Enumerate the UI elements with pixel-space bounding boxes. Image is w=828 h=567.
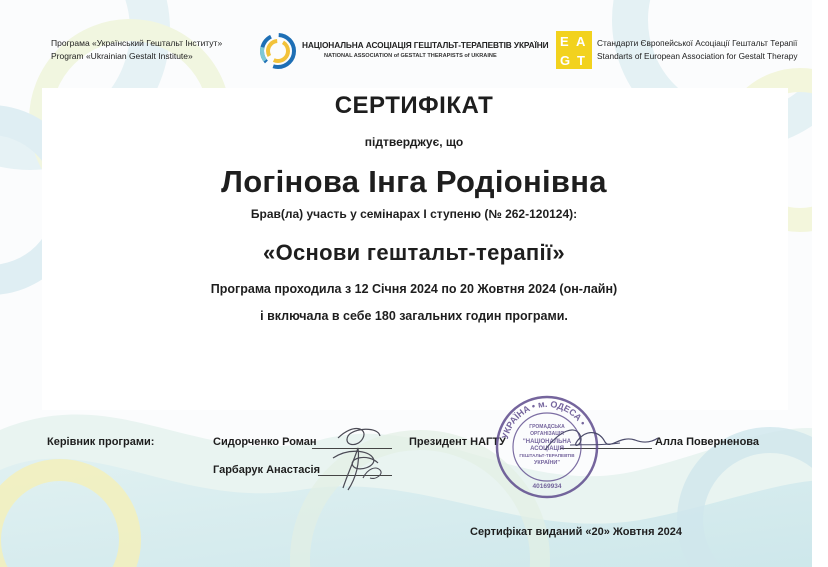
program-name-ua: Програма «Український Гештальт Інститут» xyxy=(51,38,223,48)
eagt-logo-icon xyxy=(556,31,592,69)
head-name-1: Сидорченко Роман xyxy=(213,436,317,448)
association-logo-icon xyxy=(258,31,298,71)
eagt-letter-e: E xyxy=(560,34,569,49)
course-title: «Основи гештальт-терапії» xyxy=(263,240,565,265)
president-signature xyxy=(540,420,660,460)
stamp-line-1: ГРОМАДСЬКА xyxy=(529,424,565,430)
program-hours: і включала в себе 180 загальних годин програми. xyxy=(260,309,568,323)
eagt-letter-a: A xyxy=(576,34,586,49)
certificate-title: СЕРТИФІКАТ xyxy=(334,92,494,119)
eagt-name-en: Standarts of European Association for Gestalt Therapy xyxy=(597,51,798,61)
heads-signature xyxy=(318,418,408,496)
stamp-line-4: АСОЦІАЦІЯ xyxy=(530,446,564,452)
eagt-letter-t: T xyxy=(577,53,585,68)
stamp-line-5: ГЕШТАЛЬТ-ТЕРАПЕВТІВ xyxy=(519,453,575,458)
participation-text: Брав(ла) участь у семінарах I ступеню (№ 262-120124): xyxy=(250,207,578,221)
eagt-header xyxy=(556,31,796,71)
stamp-line-3: "НАЦІОНАЛЬНА xyxy=(522,439,572,445)
president-label: Президент НАГТУ xyxy=(409,436,506,448)
confirms-text: підтверджує, що xyxy=(364,135,464,149)
program-name-en: Program «Ukrainian Gestalt Institute» xyxy=(51,51,193,61)
association-header xyxy=(258,31,549,71)
program-period: Програма проходила з 12 Січня 2024 по 20 Жовтня 2024 (он-лайн) xyxy=(210,282,618,296)
association-name-ua: НАЦІОНАЛЬНА АСОЦІАЦІЯ ГЕШТАЛЬТ-ТЕРАПЕВТІВ УКРАЇНИ xyxy=(302,40,549,50)
association-name-en: NATIONAL ASSOCIATION of GESTALT THERAPISTS of UKRAINE xyxy=(324,53,497,59)
stamp-line-2: ОРГАНІЗАЦІЯ xyxy=(530,431,564,437)
recipient-name: Логінова Інга Родіонівна xyxy=(221,164,607,199)
stamp-line-6: УКРАЇНИ" xyxy=(534,460,560,466)
program-heads-label: Керівник програми: xyxy=(47,436,155,448)
stamp-code: 40169934 xyxy=(532,483,562,490)
eagt-name-ua: Стандарти Європейської Асоціації Гештальт Терапії xyxy=(597,38,798,48)
head-name-2: Гарбарук Анастасія xyxy=(213,464,321,476)
issue-date: Сертифікат виданий «20» Жовтня 2024 xyxy=(470,526,683,538)
eagt-letter-g: G xyxy=(560,53,571,68)
president-name: Алла Поверненова xyxy=(655,436,760,448)
program-header xyxy=(51,37,222,63)
stamp-ring-text: УКРАЇНА • м. ОДЕСА • xyxy=(499,398,588,441)
